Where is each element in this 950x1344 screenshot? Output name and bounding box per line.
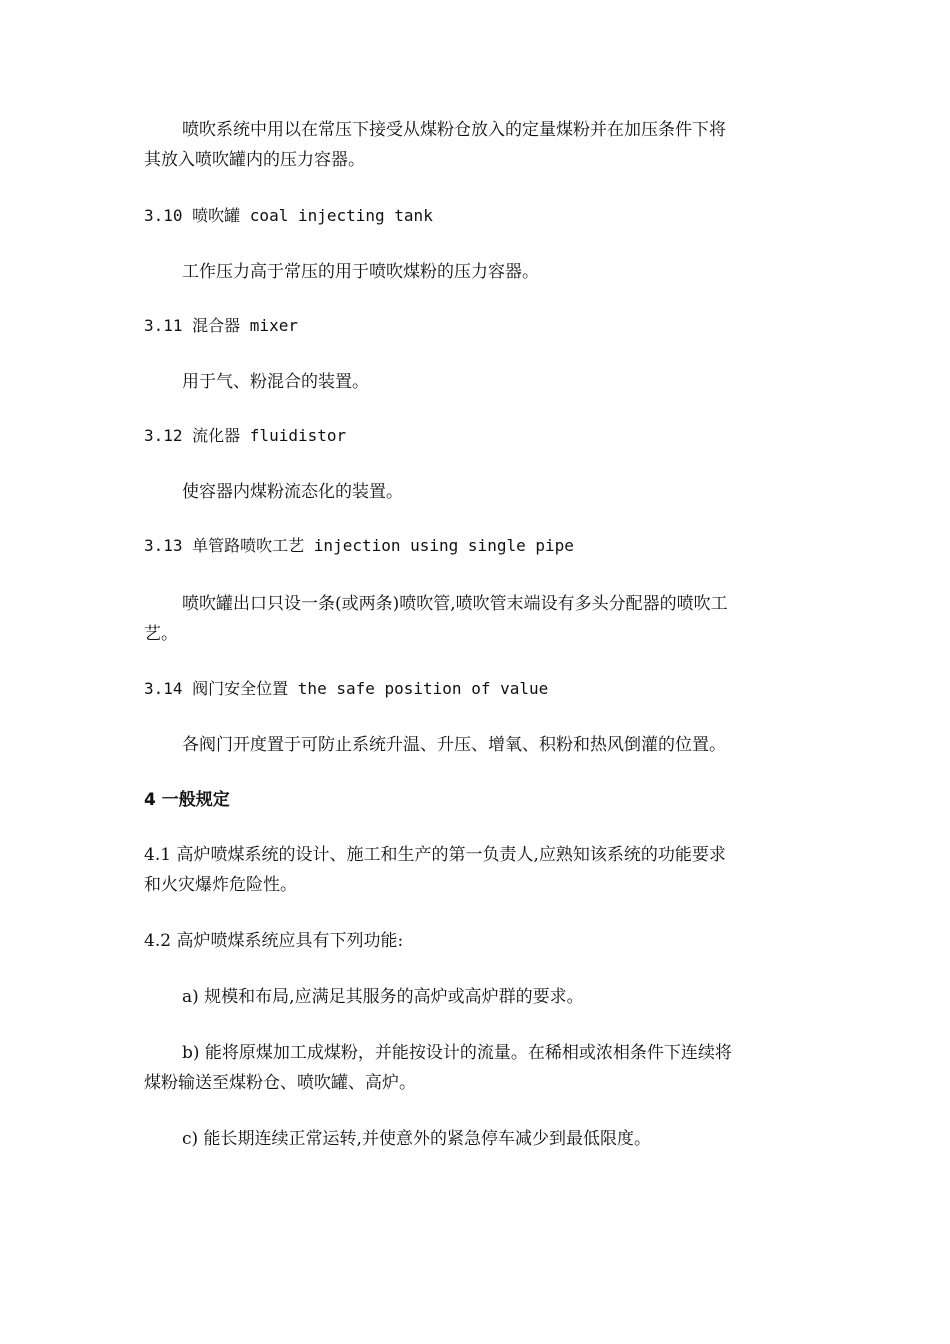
paragraph-line: 4.1 高炉喷煤系统的设计、施工和生产的第一负责人,应熟知该系统的功能要求: [144, 845, 726, 865]
section-heading: 3.14 阀门安全位置 the safe position of value: [144, 679, 549, 698]
section-heading: 3.10 喷吹罐 coal injecting tank: [144, 206, 433, 225]
list-item: c) 能长期连续正常运转,并使意外的紧急停车减少到最低限度。: [182, 1129, 651, 1149]
paragraph-line: 各阀门开度置于可防止系统升温、升压、增氧、积粉和热风倒灌的位置。: [182, 735, 726, 755]
paragraph-line: 使容器内煤粉流态化的装置。: [182, 482, 403, 502]
paragraph-line: 其放入喷吹罐内的压力容器。: [144, 150, 365, 170]
paragraph-line: 用于气、粉混合的装置。: [182, 372, 369, 392]
paragraph-line: 喷吹罐出口只设一条(或两条)喷吹管,喷吹管末端设有多头分配器的喷吹工: [182, 594, 728, 614]
list-item: a) 规模和布局,应满足其服务的高炉或高炉群的要求。: [182, 987, 584, 1007]
section-heading: 3.12 流化器 fluidistor: [144, 426, 347, 445]
paragraph-line: 艺。: [144, 624, 178, 644]
paragraph-line: 4.2 高炉喷煤系统应具有下列功能:: [144, 931, 404, 951]
list-item: b) 能将原煤加工成煤粉，并能按设计的流量。在稀相或浓相条件下连续将: [182, 1043, 732, 1063]
paragraph-line: 工作压力高于常压的用于喷吹煤粉的压力容器。: [182, 262, 539, 282]
paragraph-line: 和火灾爆炸危险性。: [144, 875, 297, 895]
section-heading: 3.11 混合器 mixer: [144, 316, 298, 335]
paragraph-line: 喷吹系统中用以在常压下接受从煤粉仓放入的定量煤粉并在加压条件下将: [182, 120, 726, 140]
chapter-heading: 4 一般规定: [144, 790, 230, 810]
section-heading: 3.13 单管路喷吹工艺 injection using single pipe: [144, 536, 574, 555]
paragraph-line: 煤粉输送至煤粉仓、喷吹罐、高炉。: [144, 1073, 416, 1093]
